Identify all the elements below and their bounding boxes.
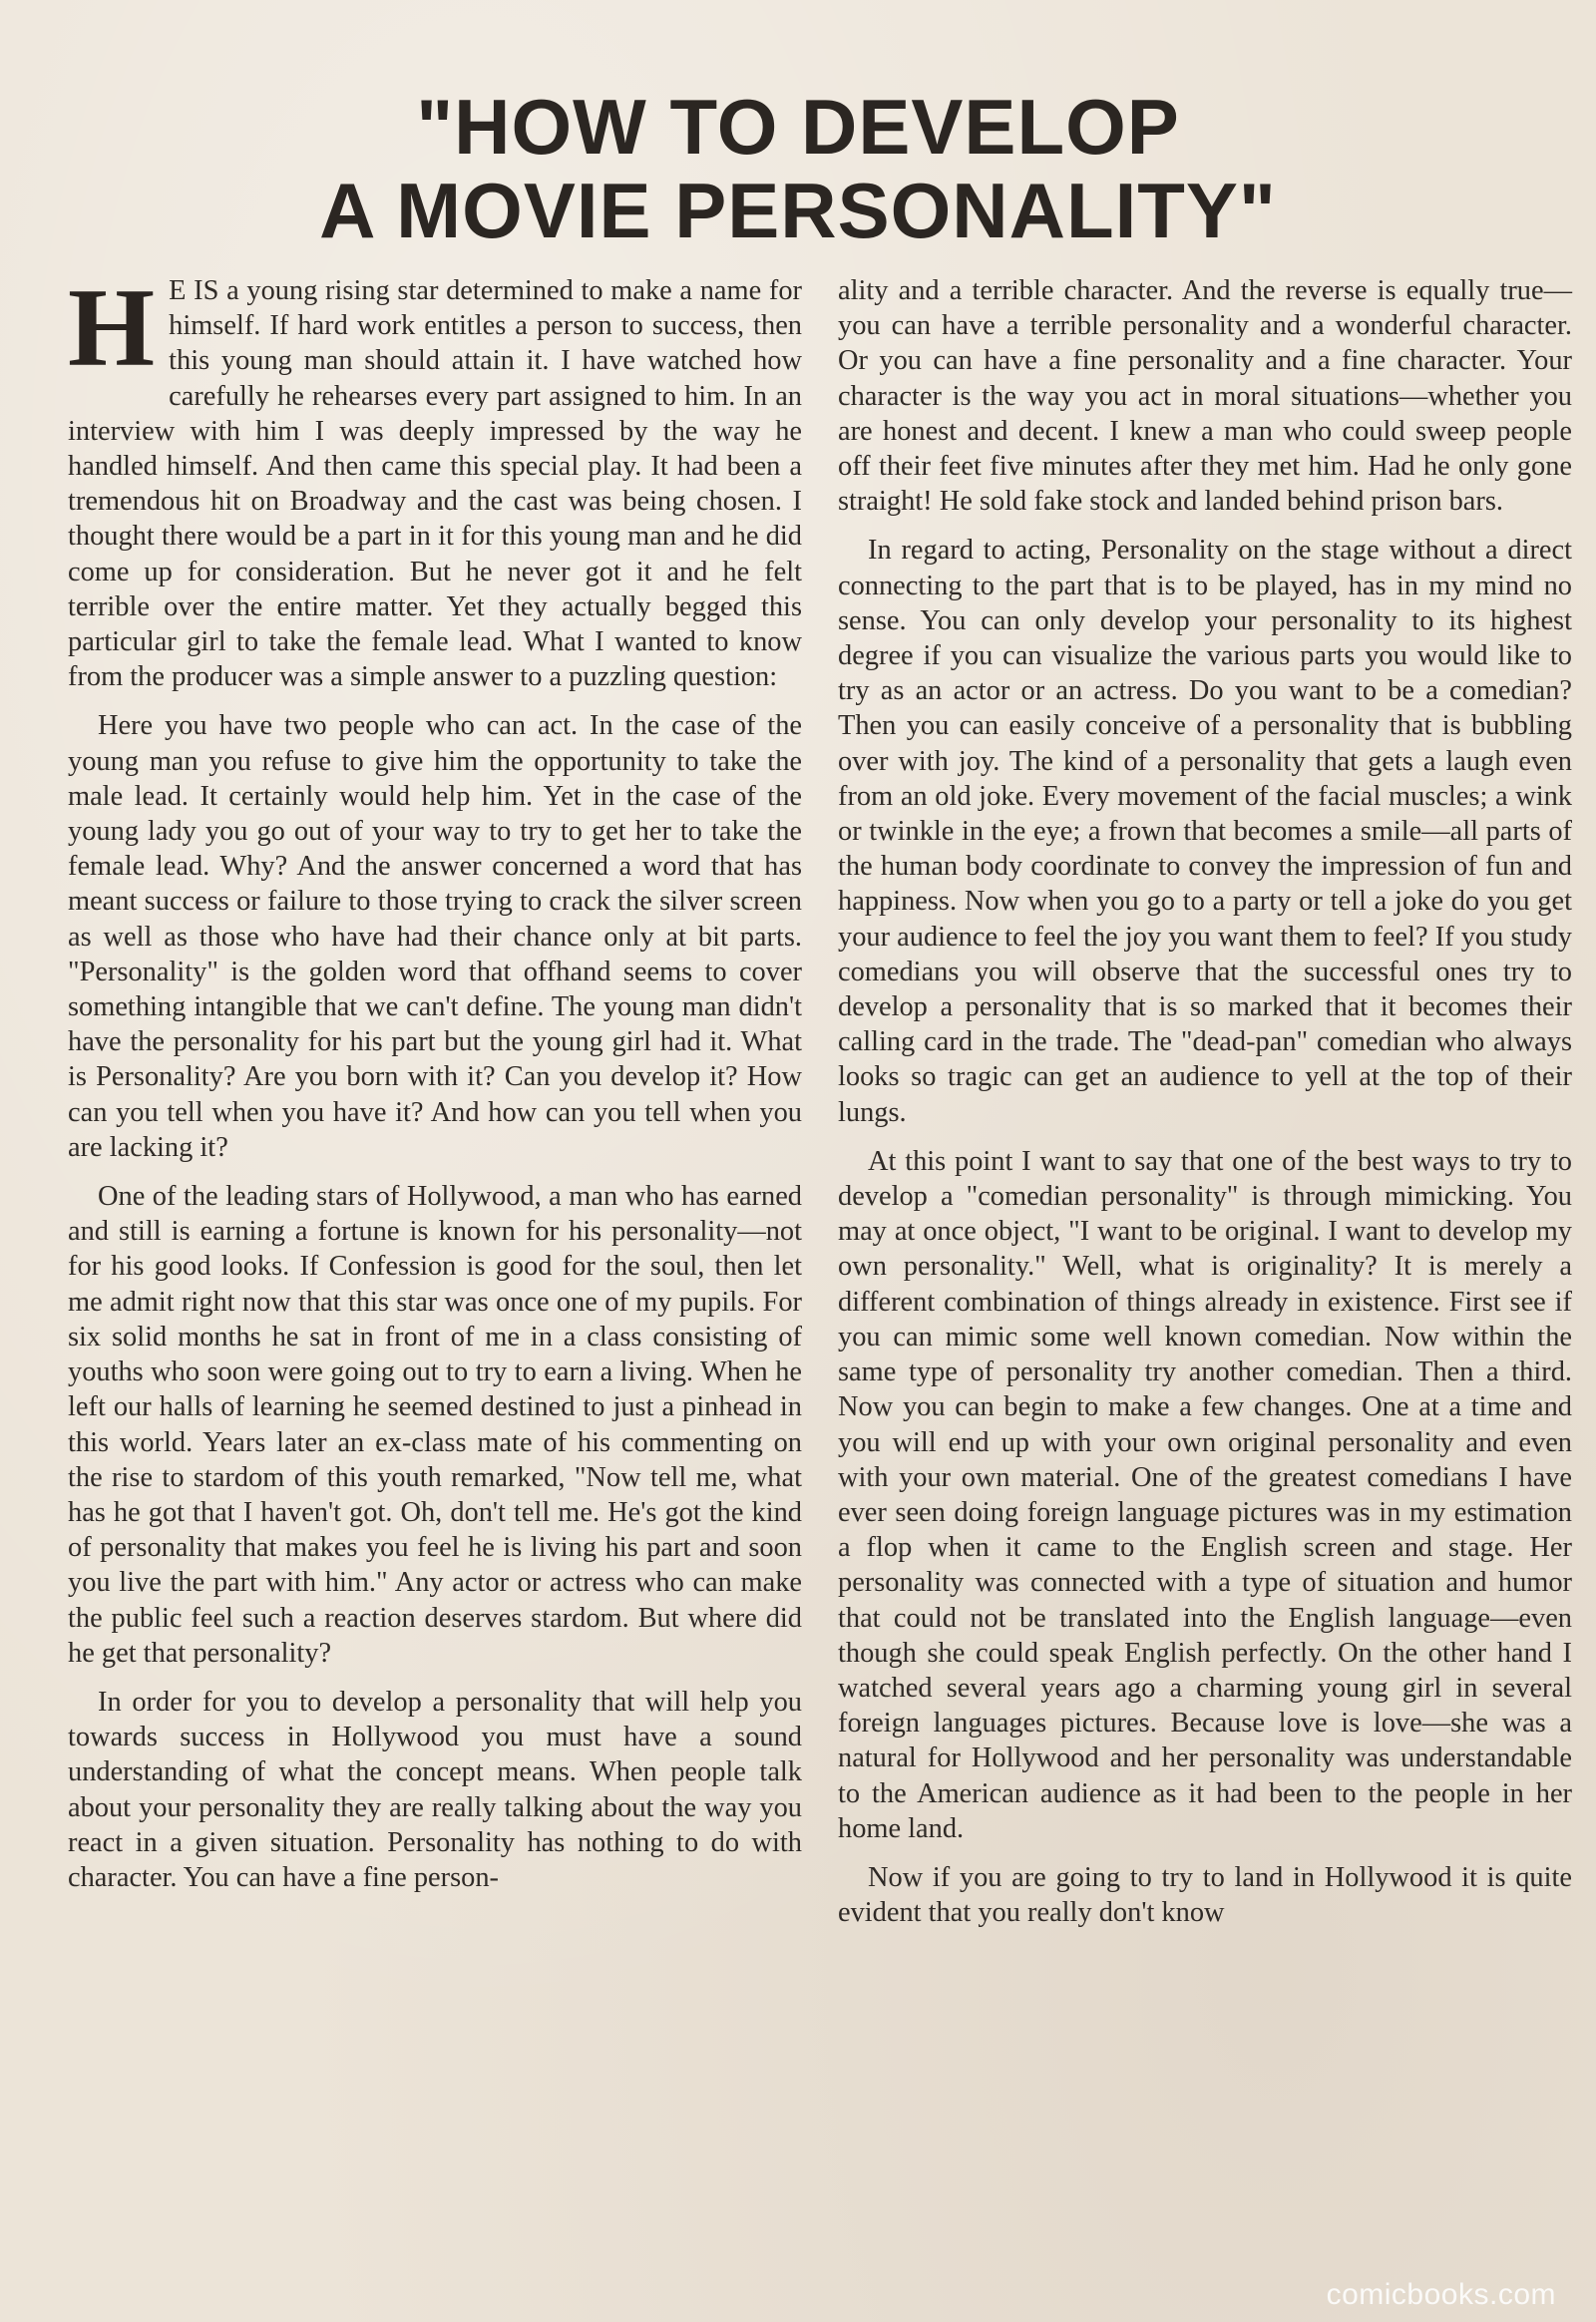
paragraph-text: E IS a young rising star determined to make a name for himself. If hard work entitles a person to success, then this young man should attain it. I have watched how carefully he rehearses every part assigned to him. In an interview with him I was deeply impressed by the way he handled himself. And then came this special play. It had been a tremendous hit on Broadway and the cast was being chosen. I thought there would be a part in it for this young man and he did come up for consideration. But he never got it and he felt terrible over the entire matter. Yet they actually begged this particular girl to take the female lead. What I wanted to know from the producer was a simple answer to a puzzling question: xyxy=(68,275,802,693)
site-watermark: comicbooks.com xyxy=(1326,2278,1556,2311)
paragraph: In order for you to develop a personality that will help you towards success in Hollywood you must have a sound understanding of what the concept means. When people talk about your personality they are really talking about the way you react in a given situation. Personality has nothing to do with character. You can have a fine person- xyxy=(68,1686,802,1893)
drop-cap: H xyxy=(68,266,156,390)
paragraph: Now if you are going to try to land in Hollywood it is quite evident that you really don't know xyxy=(838,1861,1572,1929)
paragraph: Here you have two people who can act. In the case of the young man you refuse to give him the opportunity to take the male lead. It certainly would help him. Yet in the case of the young lady you go out of your way to try to get her to take the female lead. Why? And the answer concerned a word that has meant success or failure to those trying to crack the silver screen as well as those who have had their chance only at bit parts. "Personality" is the golden word that offhand seems to cover something intangible that we can't define. The young man didn't have the personality for his part but the young girl had it. What is Personality? Are you born with it? Can you develop it? How can you tell when you have it? And how can you tell when you are lacking it? xyxy=(68,710,802,1163)
paragraph: ality and a terrible character. And the reverse is equally true—you can have a terrible personality and a wonderful character. Or you can have a fine personality and a fine character. Your character is the way you act in moral situations—whether you are honest and decent. I knew a man who could sweep people off their feet five minutes after they met him. Had he only gone straight! He sold fake stock and landed behind prison bars. xyxy=(838,275,1572,518)
paragraph xyxy=(68,266,802,694)
article-title-line-1: "HOW TO DEVELOP xyxy=(416,83,1180,171)
left-text-column xyxy=(68,266,802,1909)
article-title-line-2: A MOVIE PERSONALITY" xyxy=(319,167,1277,254)
right-text-column xyxy=(838,273,1572,1944)
paragraph: At this point I want to say that one of the best ways to try to develop a "comedian personality" is through mimicking. You may at once object, "I want to be original. I want to develop my own personality." Well, what is originality? It is merely a different combination of things already in existence. First see if you can mimic some well known comedian. Now within the same type of personality try another comedian. Then a third. Now you can begin to make a few changes. One at a time and you will end up with your own original personality and even with your own material. One of the greatest comedians I have ever seen doing foreign language pictures was in my estimation a flop when it came to the English screen and stage. Her personality was connected with a type of situation and humor that could not be translated into the English language—even though she could speak English perfectly. On the other hand I watched several years ago a charming young girl in several foreign languages pictures. Because love is love—she was a natural for Hollywood and her personality was understandable to the American audience as it had been to the people in her home land. xyxy=(838,1145,1572,1844)
paragraph: In regard to acting, Personality on the stage without a direct connecting to the part that is to be played, has in my mind no sense. You can only develop your personality to its highest degree if you can visualize the various parts you would like to try as an actor or an actress. Do you want to be a comedian? Then you can easily conceive of a personality that is bubbling over with joy. The kind of a personality that gets a laugh even from an old joke. Every movement of the facial muscles; a wink or twinkle in the eye; a frown that becomes a smile—all parts of the human body coordinate to convey the impression of fun and happiness. Now when you go to a party or tell a joke do you get your audience to feel the joy you want them to feel? If you study comedians you will observe that the successful ones try to develop a personality that is so marked that it becomes their calling card in the trade. The "dead-pan" comedian who always looks so tragic can get an audience to yell at the top of their lungs. xyxy=(838,535,1572,1128)
paragraph: One of the leading stars of Hollywood, a man who has earned and still is earning a fortune is known for his personality—not for his good looks. If Confession is good for the soul, then let me admit right now that this star was once one of my pupils. For six solid months he sat in front of me in a class consisting of youths who soon were going out to try to earn a living. When he left our halls of learning he seemed destined to just a pinhead in this world. Years later an ex-class mate of his commenting on the rise to stardom of this youth remarked, "Now tell me, what has he got that I haven't got. Oh, don't tell me. He's got the kind of personality that makes you feel he is living his part and soon you live the part with him." Any actor or actress who can make the public feel such a reaction deserves stardom. But where did he get that personality? xyxy=(68,1181,802,1669)
